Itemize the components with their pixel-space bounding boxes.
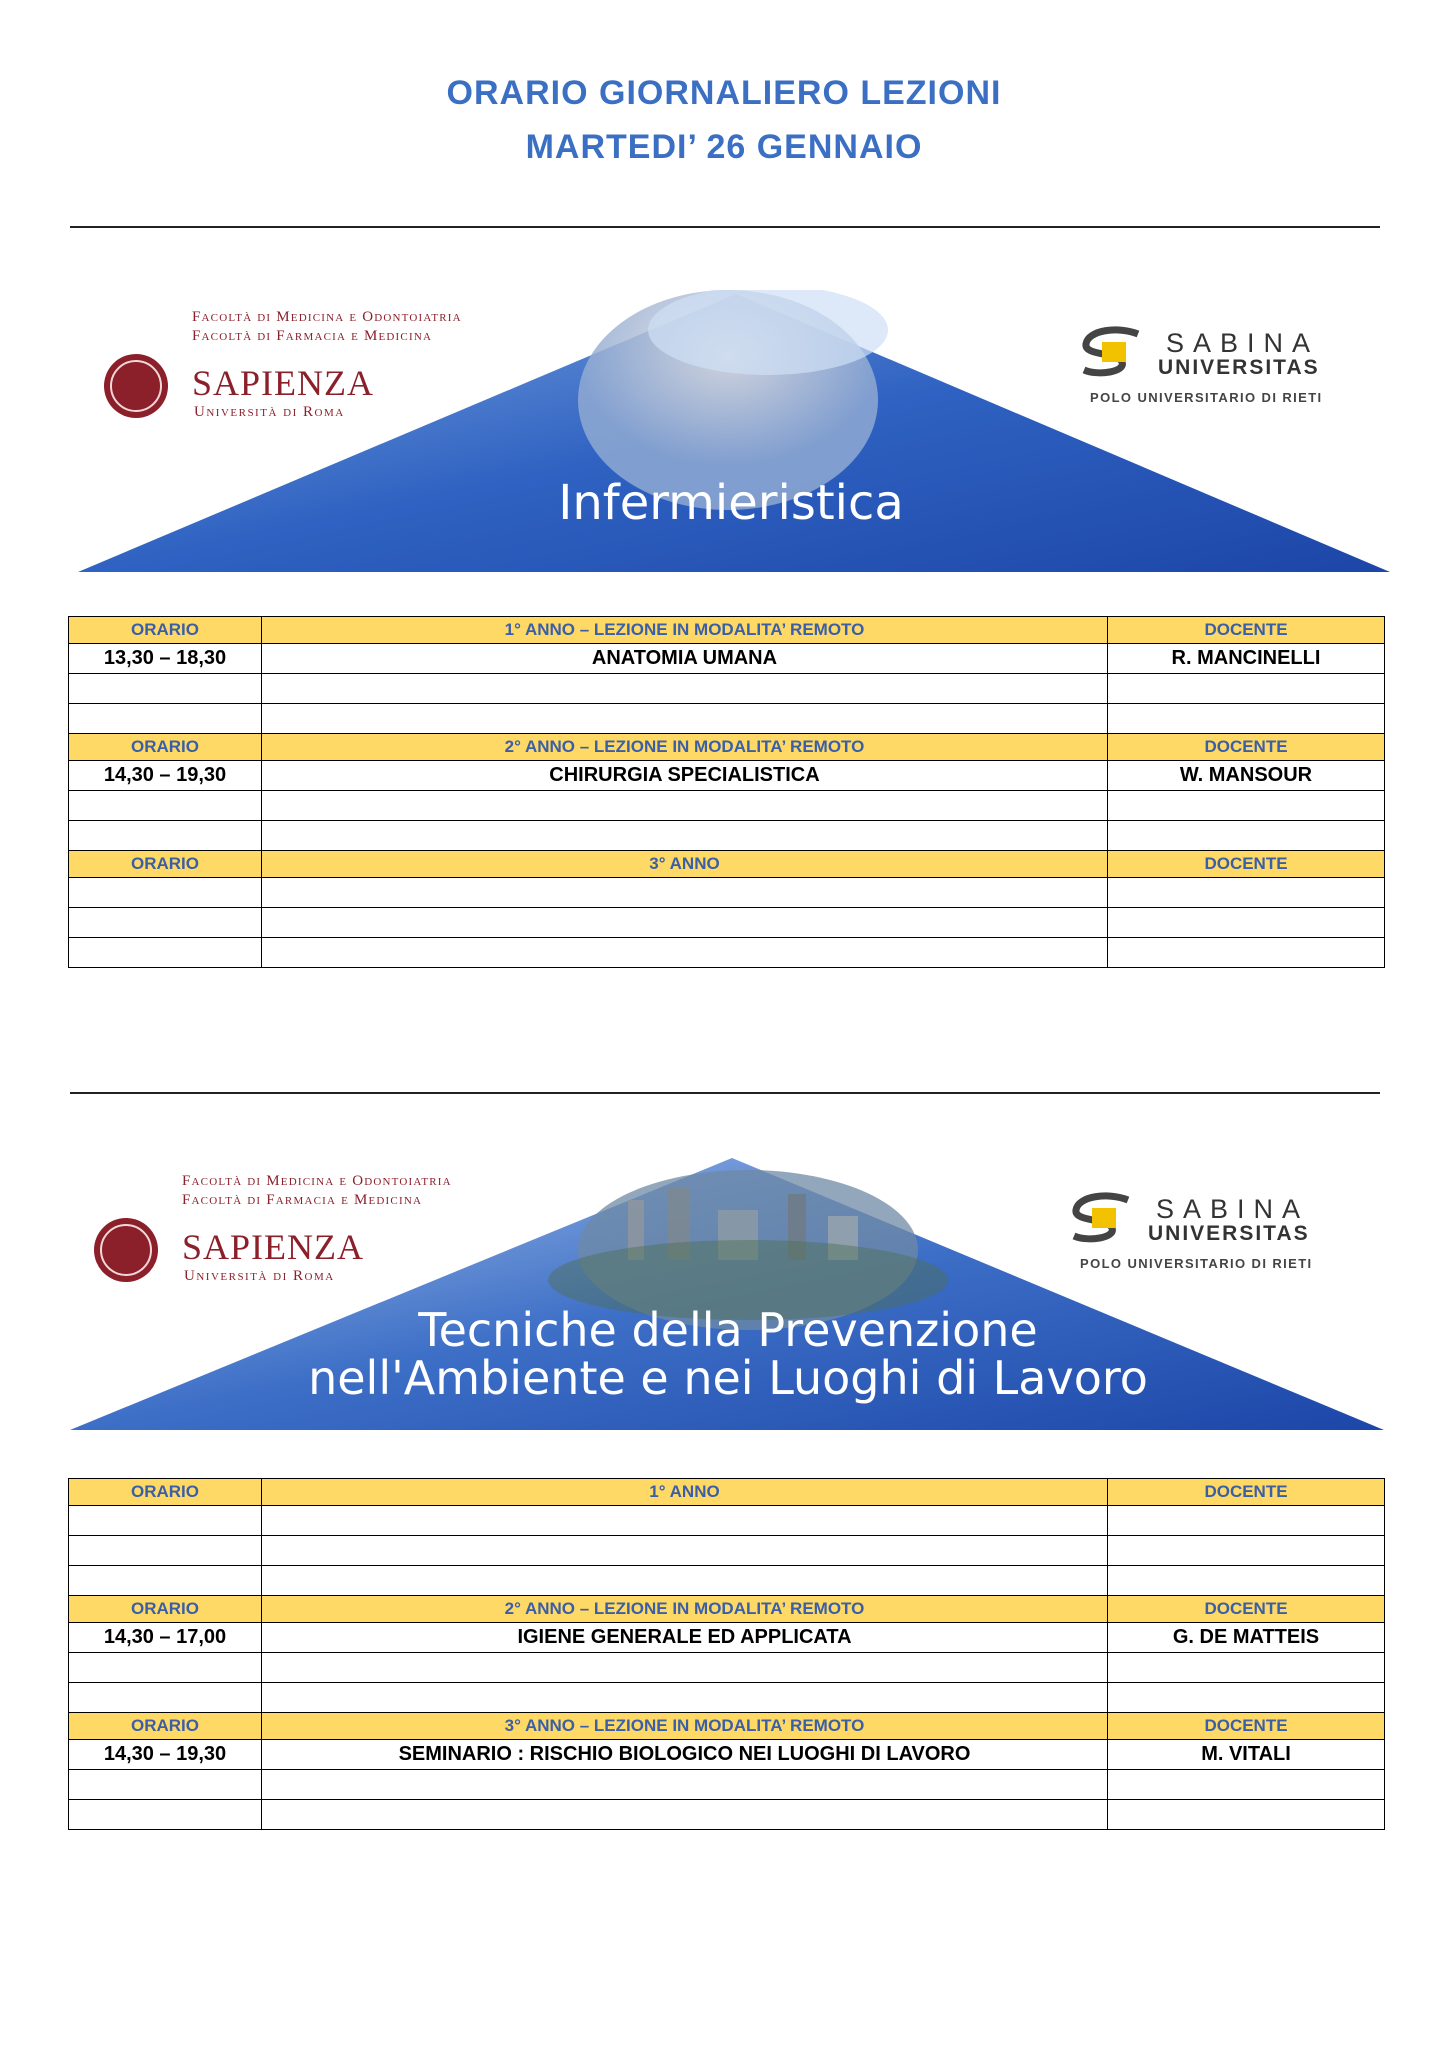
table-row <box>69 1536 1385 1566</box>
teacher-cell: G. DE MATTEIS <box>1108 1623 1385 1653</box>
subject-cell <box>262 1770 1108 1800</box>
time-cell <box>69 1566 262 1596</box>
header-cell: ORARIO <box>69 617 262 644</box>
sabina-book-logo <box>1068 1192 1138 1244</box>
header-cell: 1° ANNO – LEZIONE IN MODALITA’ REMOTO <box>262 617 1108 644</box>
table-row <box>69 1566 1385 1596</box>
teacher-cell <box>1108 791 1385 821</box>
sabina-polo: POLO UNIVERSITARIO DI RIETI <box>1080 1256 1313 1271</box>
teacher-cell <box>1108 1800 1385 1830</box>
sabina-polo: POLO UNIVERSITARIO DI RIETI <box>1090 390 1323 405</box>
divider <box>70 1092 1380 1094</box>
subject-cell: ANATOMIA UMANA <box>262 644 1108 674</box>
time-cell <box>69 1506 262 1536</box>
header-cell: 1° ANNO <box>262 1479 1108 1506</box>
subject-cell <box>262 1683 1108 1713</box>
table-row <box>69 1653 1385 1683</box>
header-cell: ORARIO <box>69 734 262 761</box>
table-row <box>69 704 1385 734</box>
sapienza-subtitle: Università di Roma <box>194 404 345 420</box>
table-header-row <box>69 734 1385 761</box>
teacher-cell <box>1108 938 1385 968</box>
table-row <box>69 878 1385 908</box>
header-cell: ORARIO <box>69 851 262 878</box>
teacher-cell <box>1108 878 1385 908</box>
faculty-line-2: Facoltà di Farmacia e Medicina <box>192 328 433 344</box>
sabina-title: SABINA <box>1166 328 1320 358</box>
table-row <box>69 1770 1385 1800</box>
sapienza-seal-logo <box>94 1218 158 1282</box>
header-cell: ORARIO <box>69 1596 262 1623</box>
time-cell <box>69 821 262 851</box>
teacher-cell <box>1108 1536 1385 1566</box>
time-cell <box>69 1770 262 1800</box>
course-title: Infermieristica <box>558 475 904 531</box>
header-cell: 2° ANNO – LEZIONE IN MODALITA’ REMOTO <box>262 734 1108 761</box>
teacher-cell <box>1108 1566 1385 1596</box>
table-row <box>69 908 1385 938</box>
table-header-row <box>69 1479 1385 1506</box>
header-cell: DOCENTE <box>1108 1713 1385 1740</box>
faculty-line-1: Facoltà di Medicina e Odontoiatria <box>192 309 462 325</box>
subject-cell <box>262 704 1108 734</box>
page-subtitle-date: MARTEDI’ 26 GENNAIO <box>525 128 923 166</box>
time-cell: 14,30 – 19,30 <box>69 1740 262 1770</box>
teacher-cell <box>1108 1506 1385 1536</box>
teacher-cell: R. MANCINELLI <box>1108 644 1385 674</box>
header-cell: ORARIO <box>69 1479 262 1506</box>
time-cell <box>69 1653 262 1683</box>
time-cell <box>69 878 262 908</box>
table-header-row <box>69 1713 1385 1740</box>
subject-cell <box>262 821 1108 851</box>
time-cell: 14,30 – 17,00 <box>69 1623 262 1653</box>
header-cell: DOCENTE <box>1108 617 1385 644</box>
table-row <box>69 791 1385 821</box>
sabina-subtitle: UNIVERSITAS <box>1148 1222 1310 1245</box>
page-title: ORARIO GIORNALIERO LEZIONI <box>446 74 1002 112</box>
table-row <box>69 821 1385 851</box>
divider <box>70 226 1380 228</box>
header-cell: DOCENTE <box>1108 1479 1385 1506</box>
subject-cell <box>262 791 1108 821</box>
schedule-table-prevenzione <box>68 1478 1385 1830</box>
table-header-row <box>69 851 1385 878</box>
table-row <box>69 938 1385 968</box>
table-row <box>69 1506 1385 1536</box>
subject-cell: IGIENE GENERALE ED APPLICATA <box>262 1623 1108 1653</box>
table-row <box>69 1683 1385 1713</box>
header-cell: DOCENTE <box>1108 1596 1385 1623</box>
subject-cell <box>262 674 1108 704</box>
course-title-line-2: nell'Ambiente e nei Luoghi di Lavoro <box>308 1351 1148 1406</box>
table-row <box>69 674 1385 704</box>
table-row <box>69 1740 1385 1770</box>
time-cell: 14,30 – 19,30 <box>69 761 262 791</box>
teacher-cell <box>1108 821 1385 851</box>
teacher-cell <box>1108 674 1385 704</box>
teacher-cell <box>1108 1683 1385 1713</box>
subject-cell <box>262 938 1108 968</box>
teacher-cell: W. MANSOUR <box>1108 761 1385 791</box>
sapienza-name: SAPIENZA <box>192 363 375 403</box>
time-cell <box>69 1800 262 1830</box>
time-cell <box>69 704 262 734</box>
subject-cell <box>262 1506 1108 1536</box>
teacher-cell: M. VITALI <box>1108 1740 1385 1770</box>
time-cell <box>69 791 262 821</box>
header-cell: ORARIO <box>69 1713 262 1740</box>
sapienza-subtitle: Università di Roma <box>184 1268 335 1284</box>
header-cell: DOCENTE <box>1108 851 1385 878</box>
table-header-row <box>69 617 1385 644</box>
teacher-cell <box>1108 1770 1385 1800</box>
course-banner-prevenzione <box>68 1150 1394 1440</box>
table-header-row <box>69 1596 1385 1623</box>
subject-cell <box>262 878 1108 908</box>
table-row <box>69 761 1385 791</box>
faculty-line-1: Facoltà di Medicina e Odontoiatria <box>182 1173 452 1189</box>
subject-cell <box>262 1800 1108 1830</box>
table-row <box>69 1800 1385 1830</box>
subject-cell <box>262 1536 1108 1566</box>
time-cell <box>69 908 262 938</box>
teacher-cell <box>1108 908 1385 938</box>
sabina-title: SABINA <box>1156 1194 1310 1224</box>
sabina-book-logo <box>1078 326 1148 378</box>
time-cell <box>69 938 262 968</box>
schedule-table-infermieristica <box>68 616 1385 968</box>
sabina-subtitle: UNIVERSITAS <box>1158 356 1320 379</box>
course-banner-infermieristica <box>68 290 1394 580</box>
teacher-cell <box>1108 1653 1385 1683</box>
sapienza-seal-logo <box>104 354 168 418</box>
subject-cell <box>262 908 1108 938</box>
subject-cell <box>262 1566 1108 1596</box>
header-cell: 3° ANNO <box>262 851 1108 878</box>
subject-cell <box>262 1653 1108 1683</box>
table-row <box>69 1623 1385 1653</box>
time-cell <box>69 1683 262 1713</box>
table-row <box>69 644 1385 674</box>
sapienza-name: SAPIENZA <box>182 1227 365 1267</box>
time-cell <box>69 1536 262 1566</box>
subject-cell: CHIRURGIA SPECIALISTICA <box>262 761 1108 791</box>
header-cell: 3° ANNO – LEZIONE IN MODALITA’ REMOTO <box>262 1713 1108 1740</box>
faculty-line-2: Facoltà di Farmacia e Medicina <box>182 1192 423 1208</box>
time-cell: 13,30 – 18,30 <box>69 644 262 674</box>
teacher-cell <box>1108 704 1385 734</box>
time-cell <box>69 674 262 704</box>
subject-cell: SEMINARIO : RISCHIO BIOLOGICO NEI LUOGHI DI LAVORO <box>262 1740 1108 1770</box>
header-cell: 2° ANNO – LEZIONE IN MODALITA’ REMOTO <box>262 1596 1108 1623</box>
header-cell: DOCENTE <box>1108 734 1385 761</box>
course-title-line-1: Tecniche della Prevenzione <box>418 1303 1038 1357</box>
